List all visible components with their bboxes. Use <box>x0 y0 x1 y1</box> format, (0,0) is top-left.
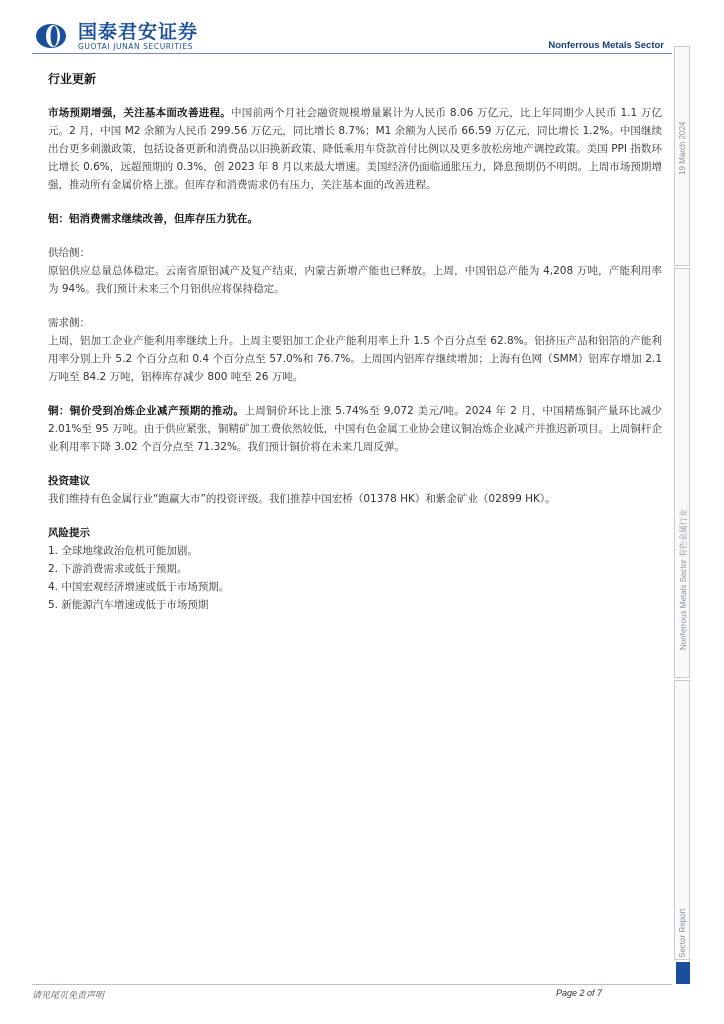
investment-heading: 投资建议 <box>48 475 90 487</box>
side-date-label: 19 March 2024 <box>678 121 687 175</box>
guotai-junan-logo-icon <box>34 23 72 49</box>
risk-item: 2. 下游消费需求或低于预期。 <box>48 563 188 575</box>
aluminum-demand-label: 需求侧： <box>48 317 90 329</box>
risk-heading: 风险提示 <box>48 527 90 539</box>
page-title: 行业更新 <box>48 72 97 86</box>
aluminum-supply-label: 供给侧： <box>48 247 90 259</box>
risk-item: 1. 全球地缘政治危机可能加剧。 <box>48 545 198 557</box>
investment-body: 我们维持有色金属行业“跑赢大市”的投资评级。我们推荐中国宏桥（01378 HK）和紫金矿业（02899 HK）。 <box>48 493 556 505</box>
company-logo <box>34 22 198 50</box>
aluminum-supply-body: 原铝供应总量总体稳定。云南省原铝减产及复产结束，内蒙古新增产能也已释放。上周，中国铝总产能为 4,208 万吨，产能利用率为 94%。我们预计未来三个月铝供应将保持稳定。 <box>48 265 662 295</box>
market-lead: 市场预期增强，关注基本面改善进程。 <box>48 107 232 119</box>
risk-item: 4. 中国宏观经济增速或低于市场预期。 <box>48 581 230 593</box>
copper-lead: 铜：铜价受到冶炼企业减产预期的推动。 <box>48 405 245 417</box>
market-paragraph <box>48 104 662 194</box>
header-sector-title: Nonferrous Metals Sector <box>548 40 664 51</box>
side-accent-bar <box>676 962 690 984</box>
footer-divider <box>32 984 672 985</box>
side-sector-label: Nonferrous Metals Sector 有色金属行业 <box>679 509 688 650</box>
report-body <box>48 70 662 614</box>
page-number: Page 2 of 7 <box>555 988 602 998</box>
header-divider <box>32 53 672 54</box>
risk-list <box>48 542 662 614</box>
market-body: 中国前两个月社会融资规模增量累计为人民币 8.06 万亿元，比上年同期少人民币 1.1 万亿元。2 月，中国 M2 余额为人民币 299.56 万亿元，同比增长 8.7%；M1 余额为人民币 66.59 万亿元，同比增长 1.2%。中国继续出台更多刺激政策，包括设备更新和消费品以旧换新政策、降低乘用车贷款首付比例以及更多放松房地产调控政策。美国 PPI 指数环比增长 0.6%，远超预期的 0.3%，创 2023 年 8 月以来最大增速。美国经济仍面临通胀压力，降息预期仍不明朗。上周市场预期增强，推动所有金属价格上涨。但库存和消费需求仍有压力，关注基本面的改善进程。 <box>48 107 663 191</box>
logo-chinese-name: 国泰君安证券 <box>78 20 199 43</box>
aluminum-heading: 铝：铝消费需求继续改善，但库存压力犹在。 <box>48 213 258 225</box>
footer-disclaimer: 请见尾页免责声明 <box>32 991 105 1001</box>
side-report-label: Sector Report <box>678 908 687 958</box>
aluminum-demand-body: 上周，铝加工企业产能利用率继续上升。上周主要铝加工企业产能利用率上升 1.5 个百分点至 62.8%。铝挤压产品和铝箔的产能利用率分别上升 5.2 个百分点和 0.4 个百分点至 57.0%和 76.7%。上周国内铝库存继续增加；上海有色网（SMM）铝库存增加 2.1 万吨至 84.2 万吨，铝棒库存减少 800 吨至 26 万吨。 <box>48 335 662 383</box>
copper-paragraph <box>48 402 662 456</box>
logo-english-name: GUOTAI JUNAN SECURITIES <box>78 41 194 51</box>
risk-item: 5. 新能源汽车增速或低于市场预期 <box>48 599 209 611</box>
copper-body: 上周铜价环比上涨 5.74%至 9,072 美元/吨。2024 年 2 月，中国精炼铜产量环比减少 2.01%至 95 万吨。由于供应紧张，铜精矿加工费依然较低，中国有色金属工业协会建议铜冶炼企业减产并推迟新项目。上周铜杆企业利用率下降 3.02 个百分点至 71.32%。我们预计铜价将在未来几周反弹。 <box>48 405 662 453</box>
